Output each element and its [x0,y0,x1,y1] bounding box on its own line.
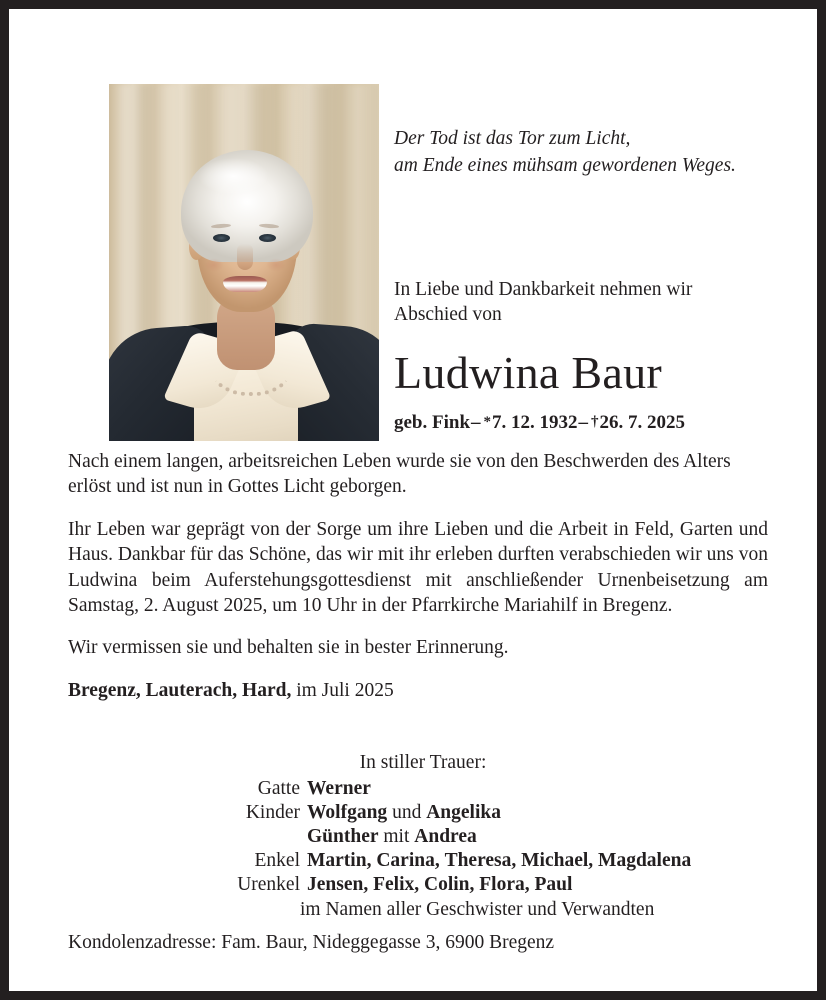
photo-cheek-left [201,256,227,274]
body-copy [68,449,768,709]
epigraph [394,125,774,179]
notice-card [9,9,817,991]
mourner-names: Martin, Carina, Theresa, Michael, Magdalena [307,850,692,871]
photo-eye-right [259,234,276,242]
mourner-relation-label: Gatte [257,778,300,799]
body-paragraph-3: Wir vermissen sie und behalten sie in bester Erinnerung. [68,637,509,659]
mourner-relation-label: Urenkel [237,874,300,895]
mourner-row [68,825,768,849]
epigraph-line-1: Der Tod ist das Tor zum Licht, [394,128,631,149]
dedication-line-1: In Liebe und Dankbarkeit nehmen wir [394,279,693,300]
death-cross-icon: † [591,414,599,430]
photo-cheek-right [263,256,289,274]
mourners-footer: im Namen aller Geschwister und Verwandten [300,899,655,920]
photo-hair-highlight [193,156,289,212]
dates-separator-2: – [578,412,589,433]
mourner-names: Werner [307,778,371,799]
portrait-photo [109,84,379,441]
body-paragraph-2: Ihr Leben war geprägt von der Sorge um ihre Lieben und die Arbeit in Feld, Garten und Haus. Dankbar für das Schöne, das wir mit ihr erleben durften verabschieden wir uns von Ludwina beim Auferstehungsgottesdienst mit anschließender Urnenbeisetzung am Samstag, 2. August 2025, um 10 Uhr in der Pfarrkirche Mariahilf in Bregenz. [68,518,768,617]
mourner-row [68,849,768,873]
mourner-row [68,777,768,801]
mourner-relation-label: Kinder [245,802,300,823]
mourner-names: Jensen, Felix, Colin, Flora, Paul [307,874,573,895]
mourner-row [68,801,768,825]
death-date: 26. 7. 2025 [599,412,686,433]
mourner-relation-label: Enkel [254,850,300,871]
mourners-rows [68,777,768,897]
birth-date: 7. 12. 1932 [492,412,578,433]
maiden-name: geb. Fink [394,412,471,433]
mourners-heading: In stiller Trauer: [359,752,487,773]
mourner-row [68,873,768,897]
epigraph-line-2: am Ende eines mühsam gewordenen Weges. [394,155,736,176]
dates-separator-1: – [471,412,481,433]
places-list: Bregenz, Lauterach, Hard, [68,679,292,701]
notice-header-zone [9,9,817,433]
notice-date: im Juli 2025 [296,679,394,701]
body-paragraph-1: Nach einem langen, arbeitsreichen Leben wurde sie von den Beschwerden des Alters erlöst und ist nun in Gottes Licht geborgen. [68,451,731,498]
portrait-figure [109,84,379,441]
mourners-block [68,751,768,922]
mourner-names: Günther mit Andrea [307,826,477,847]
photo-nose [237,244,253,270]
mourner-names: Wolfgang und Angelika [307,802,501,823]
life-dates-line [394,410,784,435]
birth-star-icon: * [483,414,492,430]
mourner-relation-label [226,825,307,849]
photo-eye-left [213,234,230,242]
photo-smiling-mouth [223,276,267,292]
place-and-date-line [68,678,768,703]
condolence-address: Kondolenzadresse: Fam. Baur, Nideggegasse 3, 6900 Bregenz [68,932,555,953]
deceased-name: Ludwina Baur [394,347,663,398]
dedication-text [394,277,774,327]
dedication-line-2: Abschied von [394,304,502,325]
